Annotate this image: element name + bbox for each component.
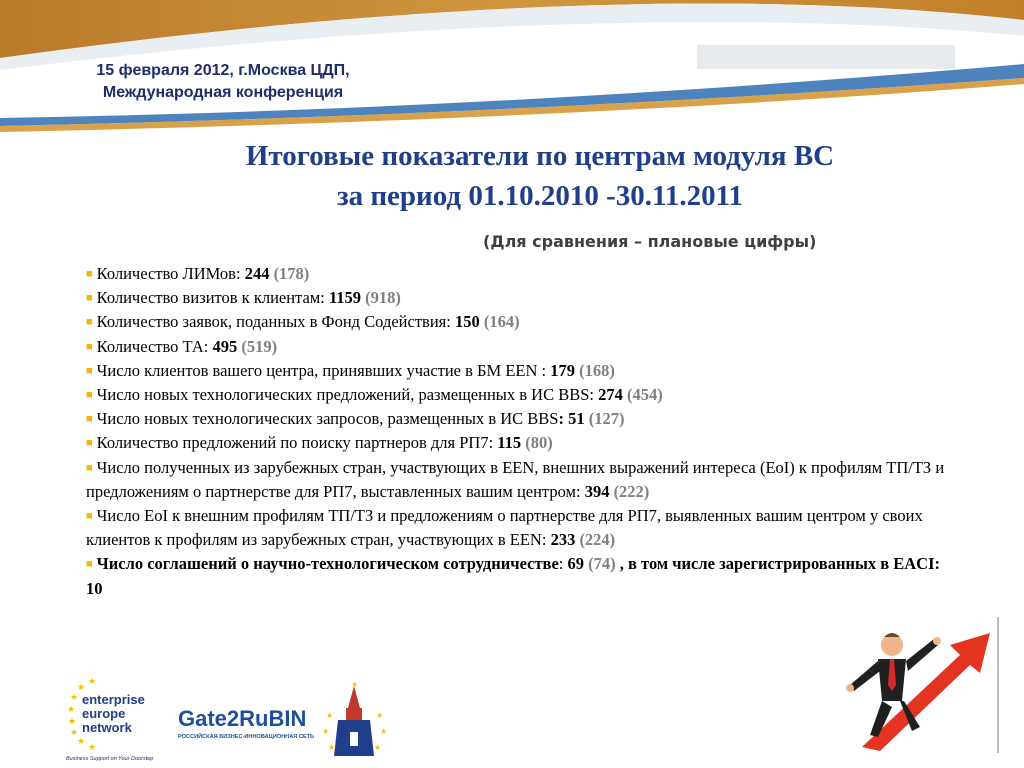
item-text: Число новых технологических запросов, размещенных в ИС BBS (96, 409, 559, 429)
item-value: 1159 (328, 288, 362, 308)
item-text: Число клиентов вашего центра, принявших участие в БМ EEN : (96, 360, 551, 380)
item-text: Число EoI к внешним профилям ТП/ТЗ и предложениям о партнерстве для РП7, выявленных вашим центром у своих клиентов к профилям из зарубежных стран, участвующих в EEN: (86, 506, 923, 550)
bullet-icon: ■ (86, 558, 93, 571)
list-item (86, 286, 946, 310)
list-item (86, 456, 946, 504)
item-plan: (224) (579, 530, 616, 550)
g2r-tagline: РОССИЙСКАЯ БИЗНЕС-ИННОВАЦИОННАЯ СЕТЬ (178, 734, 315, 740)
item-text: Число полученных из зарубежных стран, участвующих в EEN, внешних выражений интереса (EoI) к профилям ТП/ТЗ и предложениям о партнерстве для РП7, выставленных вашим центром: (86, 457, 945, 501)
item-text: Количество ТА: (96, 336, 213, 356)
een-tagline: Business Support on Your Doorstep (66, 756, 154, 762)
bullet-icon: ■ (86, 292, 93, 305)
item-plan: (519) (241, 336, 278, 356)
svg-text:★: ★ (70, 728, 79, 738)
item-plan: (164) (483, 312, 520, 332)
item-plan: (168) (579, 360, 615, 380)
svg-text:★: ★ (68, 717, 77, 727)
svg-text:★: ★ (351, 680, 359, 689)
bullet-icon: ■ (86, 364, 93, 377)
item-plan: (178) (273, 264, 310, 283)
item-plan: (127) (588, 409, 625, 429)
een-line-2: europe (82, 706, 126, 721)
item-plan: (454) (626, 385, 663, 405)
svg-text:★: ★ (67, 705, 76, 715)
gate2rubin-logo (176, 678, 396, 758)
kremlin-tower-icon (334, 680, 374, 756)
item-plan: (918) (365, 288, 401, 308)
item-colon: : (558, 554, 568, 574)
svg-text:★: ★ (328, 743, 336, 752)
een-line-1: enterprise (82, 692, 145, 707)
item-text: Число новых технологических предложений, размещенных в ИС BBS: (96, 385, 599, 405)
svg-text:★: ★ (88, 743, 97, 753)
list-item-agreements (86, 552, 946, 600)
item-value: 150 (454, 312, 480, 332)
svg-text:★: ★ (77, 683, 86, 693)
indicator-list (86, 262, 946, 601)
item-value: 244 (244, 264, 270, 283)
bullet-icon: ■ (86, 461, 93, 474)
header-grey-box (697, 45, 955, 69)
item-value: 233 (550, 530, 576, 550)
growth-arrow-illustration (840, 615, 1002, 755)
een-line-3: network (82, 720, 132, 735)
list-item (86, 335, 946, 359)
item-text: Количество заявок, поданных в Фонд Содействия: (96, 312, 455, 332)
event-line-1: 15 февраля 2012, г.Москва ЦДП, (96, 62, 350, 79)
item-plan: (80) (525, 433, 553, 453)
bullet-icon: ■ (86, 389, 93, 402)
item-value: : 51 (558, 409, 585, 429)
title-line-2: за период 01.10.2010 -30.11.2011 (336, 180, 744, 212)
item-text: Количество ЛИМов: (96, 264, 245, 283)
page-title (170, 136, 910, 216)
item-value: 69 (567, 554, 585, 574)
svg-text:★: ★ (70, 693, 79, 703)
event-line-2: Международная конференция (102, 84, 344, 101)
bullet-icon: ■ (86, 437, 93, 450)
list-item (86, 359, 946, 383)
item-text: Количество визитов к клиентам: (96, 288, 329, 308)
list-item (86, 431, 946, 455)
bullet-icon: ■ (86, 510, 93, 523)
g2r-name: Gate2RuBIN (178, 706, 307, 731)
item-text: Количество предложений по поиску партнеров для РП7: (96, 433, 498, 453)
enterprise-europe-network-logo (64, 672, 164, 762)
item-value: 179 (550, 360, 575, 380)
list-item (86, 383, 946, 407)
bullet-icon: ■ (86, 340, 93, 353)
item-value: 115 (497, 433, 522, 453)
item-rest: , в том числе зарегистрированных в EACI: 10 (86, 554, 941, 598)
bullet-icon: ■ (86, 316, 93, 329)
svg-text:★: ★ (88, 677, 97, 687)
event-caption (58, 60, 388, 104)
item-value: 274 (598, 385, 623, 405)
item-plan: (74) (588, 554, 616, 574)
svg-text:★: ★ (374, 743, 382, 752)
list-item (86, 407, 946, 431)
svg-text:★: ★ (322, 727, 330, 736)
title-line-1: Итоговые показатели по центрам модуля ВС (245, 140, 835, 172)
item-plan: (222) (613, 481, 650, 501)
svg-text:★: ★ (376, 711, 384, 720)
item-value: 495 (212, 336, 238, 356)
subtitle: (Для сравнения – плановые цифры) (483, 232, 817, 251)
svg-text:★: ★ (326, 711, 334, 720)
item-text: Число соглашений о научно-технологическом сотрудничестве (96, 554, 559, 574)
bullet-icon: ■ (86, 413, 93, 426)
list-item (86, 310, 946, 334)
list-item (86, 262, 946, 286)
svg-text:★: ★ (77, 737, 86, 747)
svg-text:★: ★ (380, 727, 388, 736)
bullet-icon: ■ (86, 268, 93, 280)
item-value: 394 (584, 481, 610, 501)
list-item (86, 504, 946, 552)
